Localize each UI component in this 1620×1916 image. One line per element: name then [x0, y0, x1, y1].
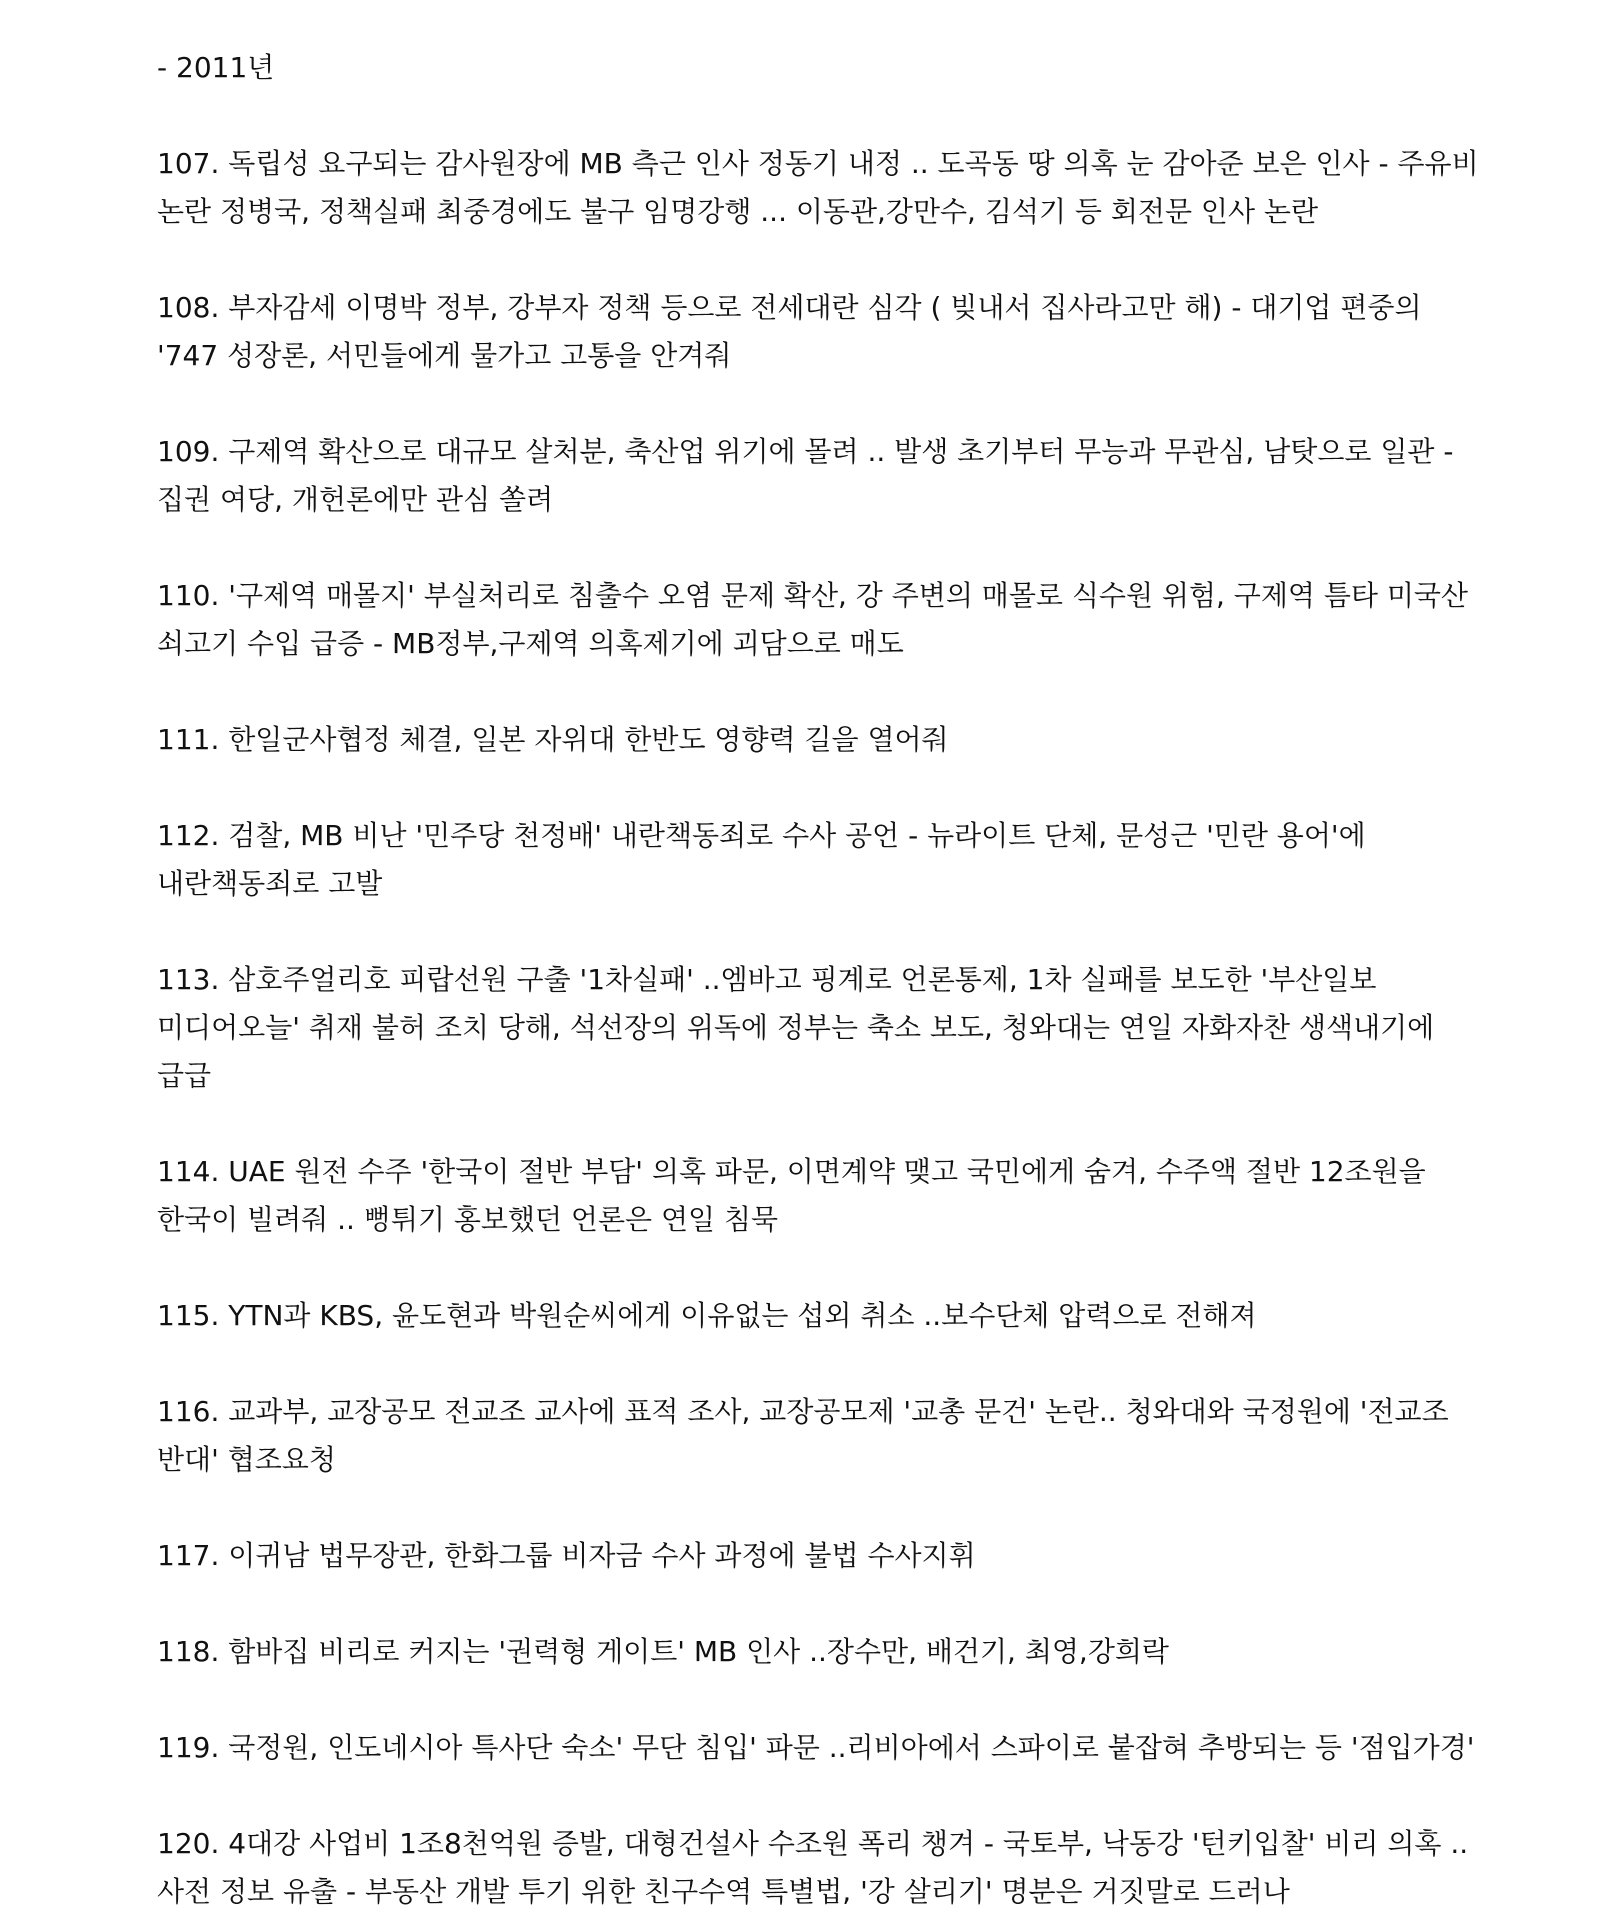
list-item: 110. '구제역 매몰지' 부실처리로 침출수 오염 문제 확산, 강 주변의 매몰로 식수원 위험, 구제역 틈타 미국산 쇠고기 수입 급증 - MB정부,구제역 의혹제기에 괴담으로 매도: [157, 579, 1468, 660]
list-item: 113. 삼호주얼리호 피랍선원 구출 '1차실패' ..엠바고 핑계로 언론통제, 1차 실패를 보도한 '부산일보 미디어오늘' 취재 불허 조치 당해, 석선장의 위독에 정부는 축소 보도, 청와대는 연일 자화자찬 생색내기에 급급: [157, 963, 1435, 1092]
list-item: 108. 부자감세 이명박 정부, 강부자 정책 등으로 전세대란 심각 ( 빚내서 집사라고만 해) - 대기업 편중의 '747 성장론, 서민들에게 물가고 고통을 안겨줘: [157, 291, 1422, 372]
list-item: 109. 구제역 확산으로 대규모 살처분, 축산업 위기에 몰려 .. 발생 초기부터 무능과 무관심, 남탓으로 일관 - 집권 여당, 개헌론에만 관심 쏠려: [157, 435, 1454, 516]
list-item: 117. 이귀남 법무장관, 한화그룹 비자금 수사 과정에 불법 수사지휘: [157, 1539, 976, 1572]
entry-list: [157, 140, 1479, 1916]
list-item: 120. 4대강 사업비 1조8천억원 증발, 대형건설사 수조원 폭리 챙겨 - 국토부, 낙동강 '턴키입찰' 비리 의혹 .. 사전 정보 유출 - 부동산 개발 투기 위한 친구수역 특별법, '강 살리기' 명분은 거짓말로 드러나: [157, 1827, 1469, 1908]
list-item: 107. 독립성 요구되는 감사원장에 MB 측근 인사 정동기 내정 .. 도곡동 땅 의혹 눈 감아준 보은 인사 - 주유비 논란 정병국, 정책실패 최중경에도 불구 임명강행 ... 이동관,강만수, 김석기 등 회전문 인사 논란: [157, 147, 1479, 228]
list-item: 116. 교과부, 교장공모 전교조 교사에 표적 조사, 교장공모제 '교총 문건' 논란.. 청와대와 국정원에 '전교조 반대' 협조요청: [157, 1395, 1449, 1476]
list-item: 118. 함바집 비리로 커지는 '권력형 게이트' MB 인사 ..장수만, 배건기, 최영,강희락: [157, 1635, 1169, 1668]
list-item: 111. 한일군사협정 체결, 일본 자위대 한반도 영향력 길을 열어줘: [157, 723, 949, 756]
list-item: 119. 국정원, 인도네시아 특사단 숙소' 무단 침입' 파문 ..리비아에서 스파이로 붙잡혀 추방되는 등 '점입가경': [157, 1731, 1475, 1764]
list-item: 115. YTN과 KBS, 윤도현과 박원순씨에게 이유없는 섭외 취소 ..보수단체 압력으로 전해져: [157, 1299, 1257, 1332]
list-item: 114. UAE 원전 수주 '한국이 절반 부담' 의혹 파문, 이면계약 맺고 국민에게 숨겨, 수주액 절반 12조원을 한국이 빌려줘 .. 뻥튀기 홍보했던 언론은 연일 침묵: [157, 1155, 1426, 1236]
list-item: 112. 검찰, MB 비난 '민주당 천정배' 내란책동죄로 수사 공언 - 뉴라이트 단체, 문성근 '민란 용어'에 내란책동죄로 고발: [157, 819, 1366, 900]
article-body: [157, 44, 1479, 1916]
year-heading: - 2011년: [157, 51, 275, 84]
